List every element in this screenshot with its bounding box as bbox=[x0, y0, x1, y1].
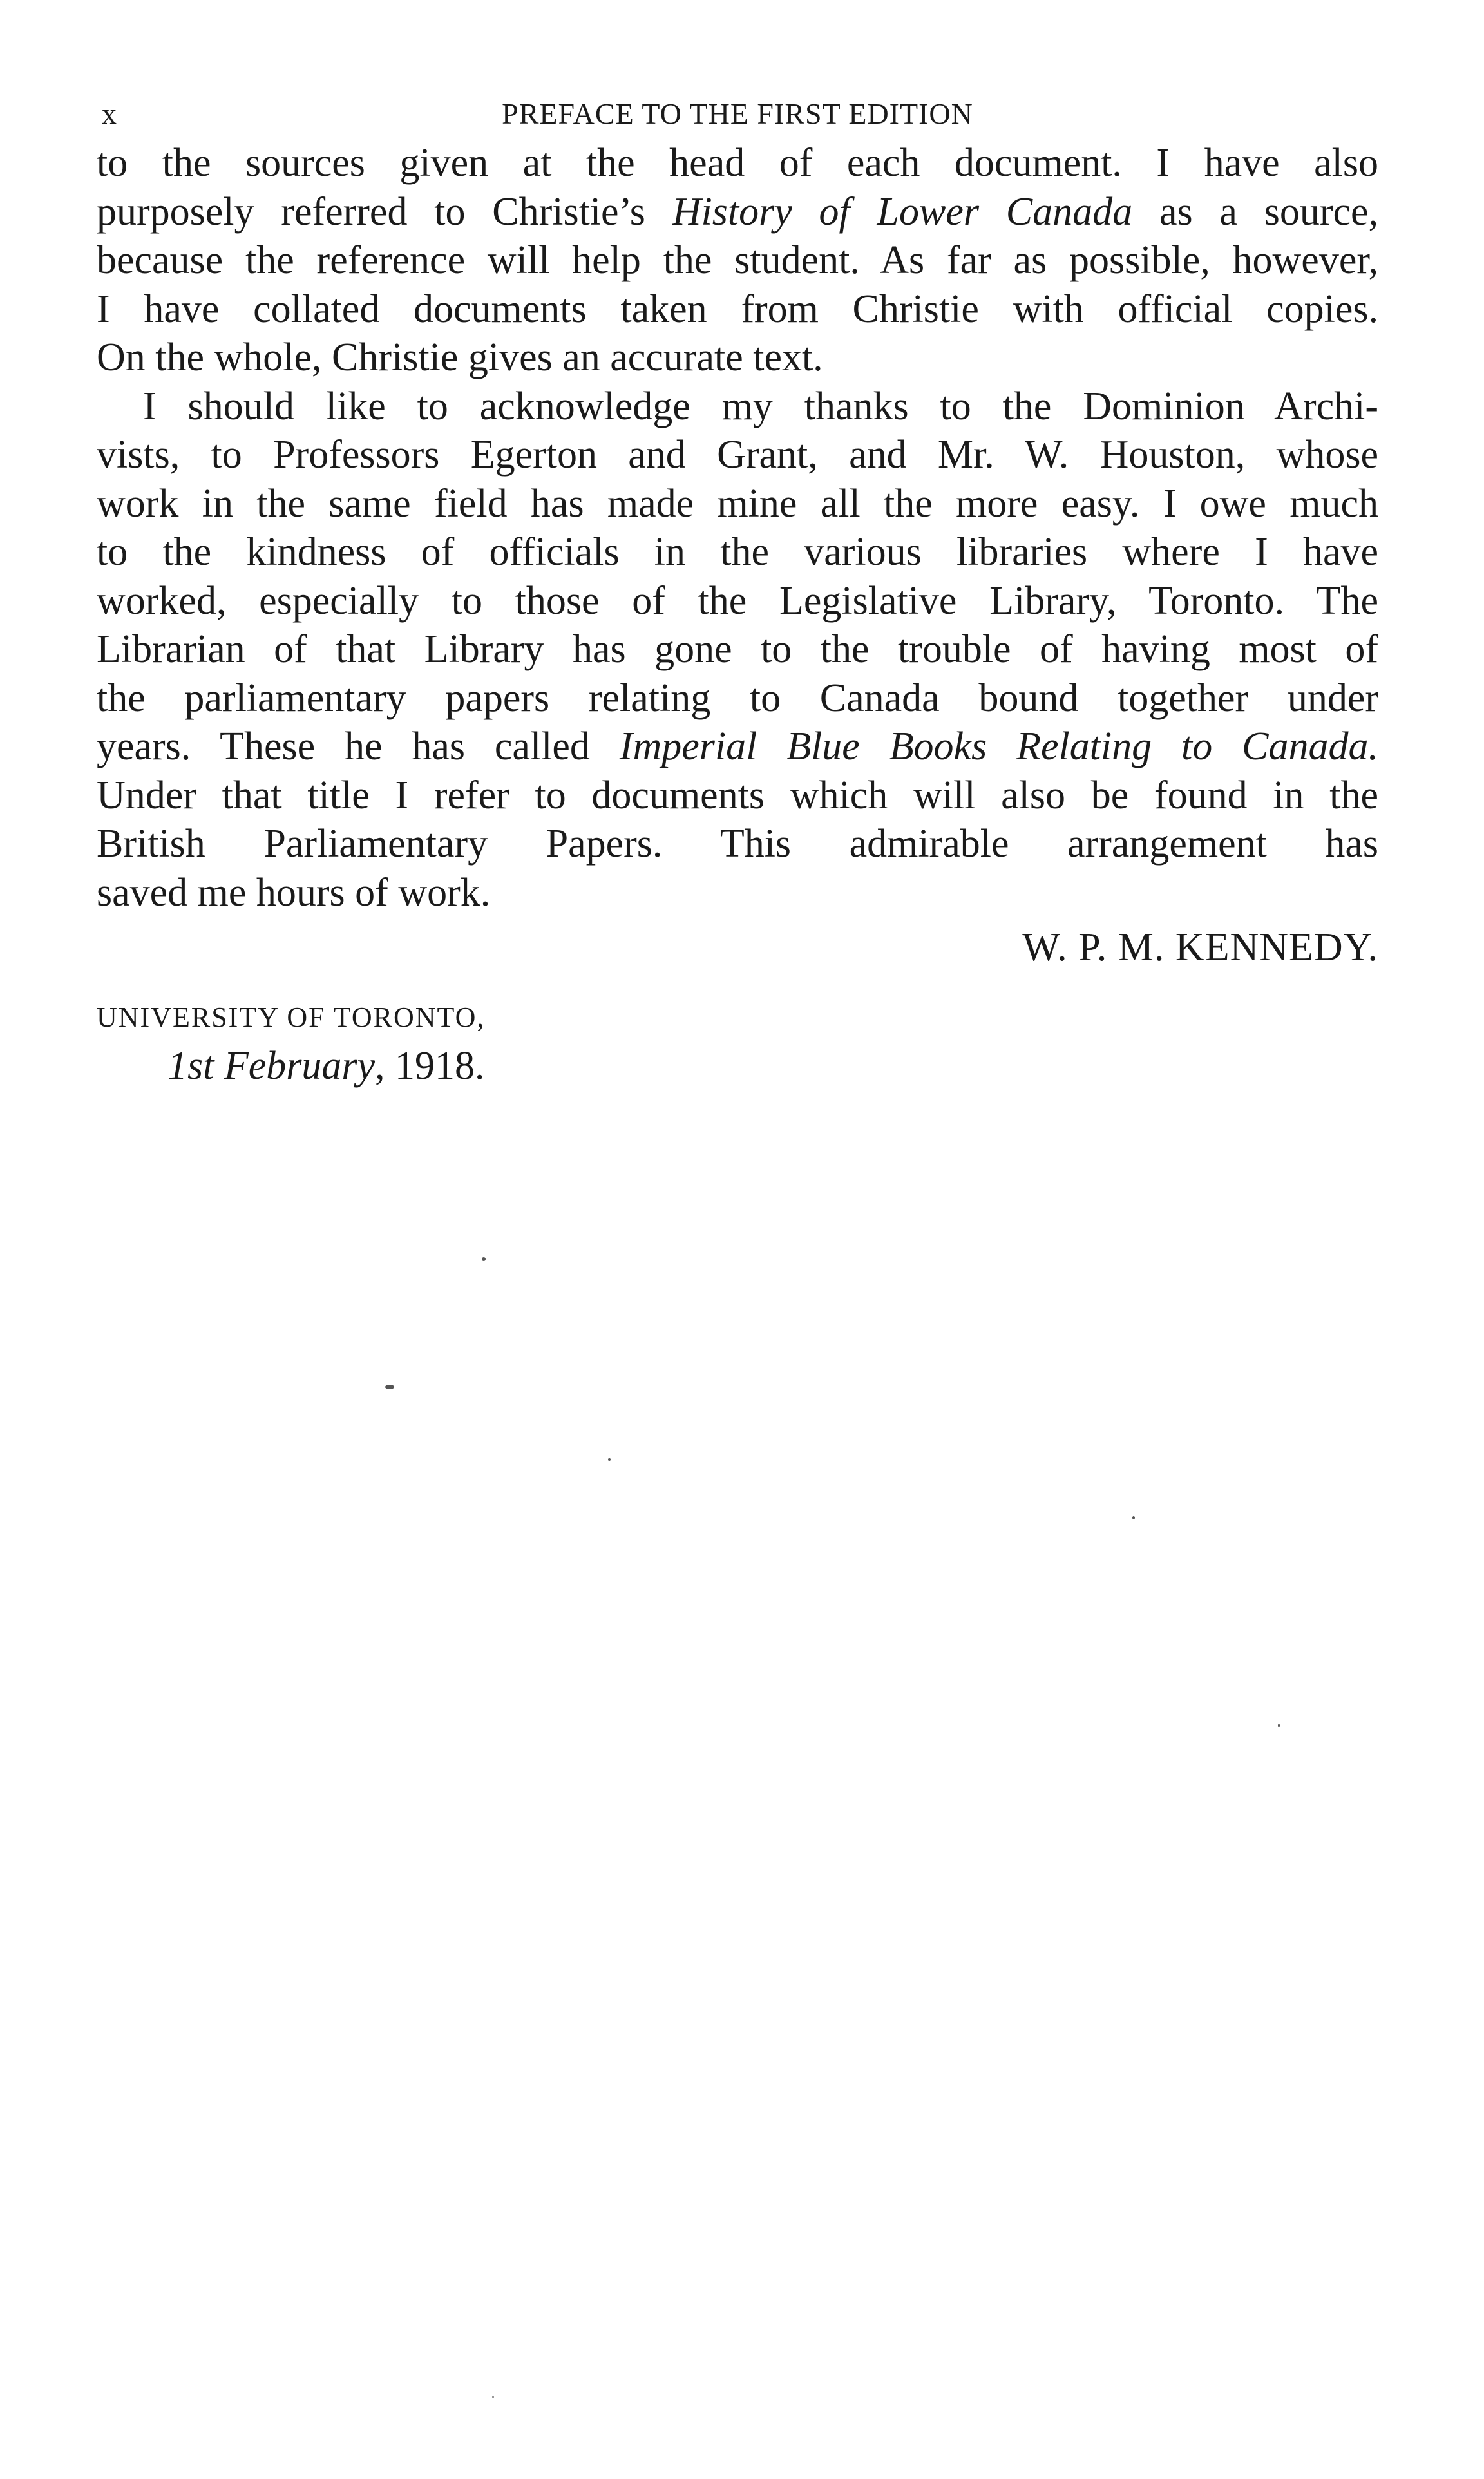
book-title-italic: Imperial Blue Books Relating to Canada. bbox=[619, 725, 1378, 768]
text-line: the parliamentary papers relating to Canada bound together under bbox=[97, 676, 1378, 720]
institution-name: UNIVERSITY OF TORONTO, bbox=[97, 1002, 486, 1033]
dateline bbox=[97, 995, 870, 1092]
text-line: I have collated documents taken from Christie with official copies. bbox=[97, 287, 1378, 331]
text-line: vists, to Professors Egerton and Grant, and Mr. W. Houston, whose bbox=[97, 433, 1378, 477]
text-line bbox=[97, 188, 1378, 237]
text-line: Librarian of that Library has gone to the trouble of having most of bbox=[97, 627, 1378, 671]
date bbox=[97, 1040, 870, 1092]
book-title-italic: History of Lower Canada bbox=[672, 189, 1133, 234]
date-day: 1st bbox=[167, 1044, 214, 1088]
date-month: February bbox=[214, 1044, 376, 1088]
text-line: to the kindness of officials in the various libraries where I have bbox=[97, 530, 1378, 574]
running-title: PREFACE TO THE FIRST EDITION bbox=[502, 97, 973, 130]
paper-speck bbox=[1132, 1516, 1135, 1519]
text-line: Under that title I refer to documents which will also be found in the bbox=[97, 773, 1378, 817]
text-line: to the sources given at the head of each document. I have also bbox=[97, 141, 1378, 185]
text-line: worked, especially to those of the Legislative Library, Toronto. The bbox=[97, 578, 1378, 623]
paper-speck bbox=[608, 1458, 611, 1461]
page-number: x bbox=[102, 97, 117, 130]
author-signature: W. P. M. KENNEDY. bbox=[1022, 926, 1378, 969]
running-head bbox=[97, 97, 1378, 135]
preface-body bbox=[97, 139, 1378, 982]
text-line: British Parliamentary Papers. This admirable arrangement has bbox=[97, 822, 1378, 866]
text-line: saved me hours of work. bbox=[97, 870, 491, 915]
text-line bbox=[97, 723, 1378, 772]
paper-speck bbox=[482, 1257, 486, 1261]
text-line: work in the same field has made mine all the more easy. I owe much bbox=[97, 481, 1378, 526]
text-line: because the reference will help the student. As far as possible, however, bbox=[97, 238, 1378, 282]
paper-speck bbox=[492, 2396, 494, 2398]
text-line: On the whole, Christie gives an accurate text. bbox=[97, 336, 823, 379]
text-line: I should like to acknowledge my thanks to the Dominion Archi- bbox=[143, 384, 1378, 428]
date-year: , 1918. bbox=[375, 1044, 485, 1088]
text-run: as a source, bbox=[1132, 189, 1378, 234]
paragraph-1 bbox=[97, 139, 1378, 383]
text-run: years. These he has called bbox=[97, 725, 620, 768]
paper-speck bbox=[1278, 1724, 1280, 1727]
paper-speck bbox=[385, 1385, 394, 1389]
text-run: purposely referred to Christie’s bbox=[97, 189, 672, 234]
paragraph-2 bbox=[97, 383, 1378, 918]
